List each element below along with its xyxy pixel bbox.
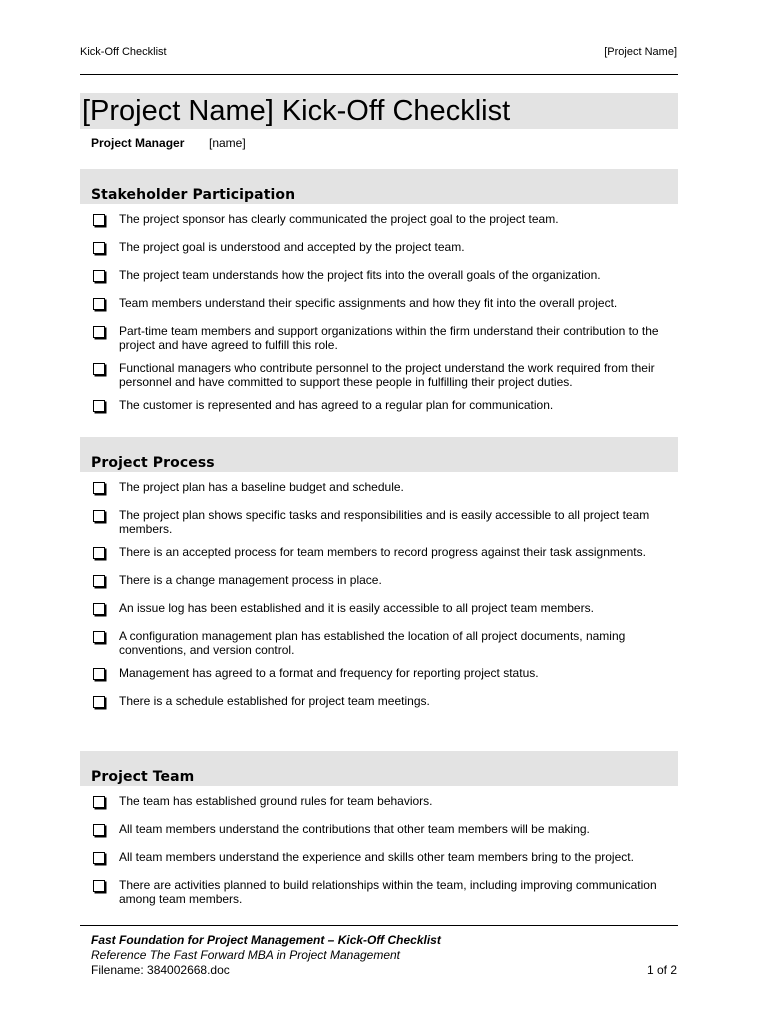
checkbox-icon[interactable] bbox=[93, 214, 105, 226]
header-divider bbox=[80, 74, 678, 75]
section-title: Stakeholder Participation bbox=[91, 187, 296, 203]
checklist-item: Part-time team members and support organizations within the firm understand their contribution to the project and have agreed to fulfill this role. bbox=[80, 324, 678, 352]
checkbox-icon[interactable] bbox=[93, 796, 105, 808]
checkbox-icon[interactable] bbox=[93, 510, 105, 522]
section-header bbox=[80, 437, 678, 472]
title-bar bbox=[80, 93, 678, 129]
project-manager-label: Project Manager bbox=[91, 136, 185, 150]
checkbox-icon[interactable] bbox=[93, 363, 105, 375]
checklist-item: There are activities planned to build relationships within the team, including improving communication among team members. bbox=[80, 878, 678, 906]
section-title: Project Team bbox=[91, 769, 195, 785]
checkbox-icon[interactable] bbox=[93, 242, 105, 254]
section-stakeholder-participation bbox=[80, 169, 678, 426]
checklist-item: The project team understands how the project fits into the overall goals of the organization. bbox=[80, 268, 678, 282]
section-header bbox=[80, 169, 678, 204]
header-right: [Project Name] bbox=[604, 46, 677, 58]
checkbox-icon[interactable] bbox=[93, 482, 105, 494]
checklist-item: All team members understand the experience and skills other team members bring to the project. bbox=[80, 850, 678, 864]
project-manager-row bbox=[91, 136, 246, 150]
section-title: Project Process bbox=[91, 455, 215, 471]
checkbox-icon[interactable] bbox=[93, 880, 105, 892]
checkbox-icon[interactable] bbox=[93, 547, 105, 559]
checklist bbox=[80, 794, 678, 906]
checkbox-icon[interactable] bbox=[93, 824, 105, 836]
checklist-item: Team members understand their specific assignments and how they fit into the overall project. bbox=[80, 296, 678, 310]
checklist-item: All team members understand the contributions that other team members will be making. bbox=[80, 822, 678, 836]
footer-filename: Filename: 384002668.doc bbox=[91, 963, 230, 977]
checkbox-icon[interactable] bbox=[93, 575, 105, 587]
checklist-item: A configuration management plan has established the location of all project documents, naming conventions, and version control. bbox=[80, 629, 678, 657]
checklist-item: There is a schedule established for project team meetings. bbox=[80, 694, 678, 708]
checkbox-icon[interactable] bbox=[93, 270, 105, 282]
checklist-item: Management has agreed to a format and frequency for reporting project status. bbox=[80, 666, 678, 680]
checkbox-icon[interactable] bbox=[93, 603, 105, 615]
checkbox-icon[interactable] bbox=[93, 326, 105, 338]
page-title: [Project Name] Kick-Off Checklist bbox=[82, 95, 511, 127]
page-number: 1 of 2 bbox=[646, 963, 677, 977]
checklist-item: There is an accepted process for team members to record progress against their task assignments. bbox=[80, 545, 678, 559]
checklist-item: The project plan shows specific tasks and responsibilities and is easily accessible to all project team members. bbox=[80, 508, 678, 536]
header-left: Kick-Off Checklist bbox=[80, 46, 167, 58]
section-project-process bbox=[80, 437, 678, 722]
footer-title: Fast Foundation for Project Management – Kick-Off Checklist bbox=[91, 933, 441, 947]
footer-reference: Reference The Fast Forward MBA in Project Management bbox=[91, 948, 401, 962]
checklist-item: The project sponsor has clearly communicated the project goal to the project team. bbox=[80, 212, 678, 226]
checklist bbox=[80, 480, 678, 708]
checkbox-icon[interactable] bbox=[93, 852, 105, 864]
checklist-item: Functional managers who contribute personnel to the project understand the work required from their personnel and have committed to support these people in fulfilling their project duties. bbox=[80, 361, 678, 389]
checklist-item: The project goal is understood and accepted by the project team. bbox=[80, 240, 678, 254]
checkbox-icon[interactable] bbox=[93, 298, 105, 310]
project-manager-value: [name] bbox=[209, 136, 246, 150]
checklist-item: There is a change management process in place. bbox=[80, 573, 678, 587]
section-header bbox=[80, 751, 678, 786]
checklist-item: The team has established ground rules for team behaviors. bbox=[80, 794, 678, 808]
checkbox-icon[interactable] bbox=[93, 668, 105, 680]
checklist bbox=[80, 212, 678, 412]
footer-divider bbox=[80, 925, 678, 926]
checklist-item: The project plan has a baseline budget and schedule. bbox=[80, 480, 678, 494]
checklist-item: The customer is represented and has agreed to a regular plan for communication. bbox=[80, 398, 678, 412]
section-project-team bbox=[80, 751, 678, 920]
checkbox-icon[interactable] bbox=[93, 631, 105, 643]
checklist-item: An issue log has been established and it is easily accessible to all project team members. bbox=[80, 601, 678, 615]
checkbox-icon[interactable] bbox=[93, 696, 105, 708]
checkbox-icon[interactable] bbox=[93, 400, 105, 412]
